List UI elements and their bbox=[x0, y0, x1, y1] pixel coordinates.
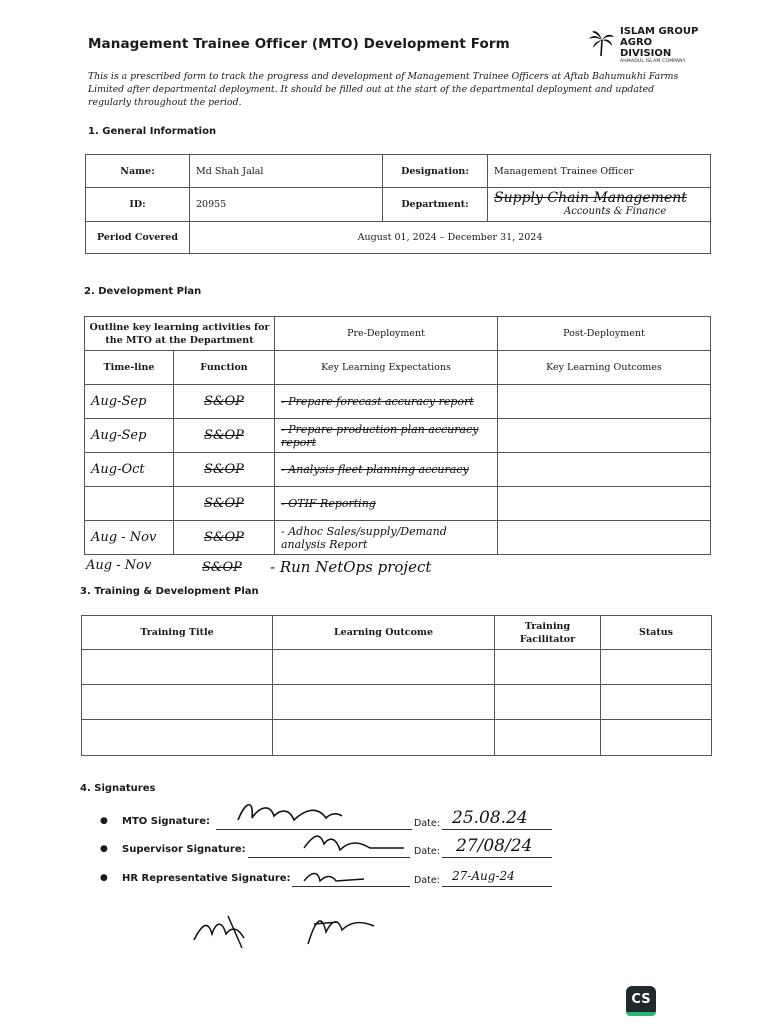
table-row bbox=[82, 720, 712, 756]
function-cell[interactable]: S&OP bbox=[174, 487, 275, 521]
logo-line-1: ISLAM GROUP bbox=[620, 26, 699, 37]
facilitator-cell[interactable] bbox=[495, 650, 601, 685]
training-title-cell[interactable] bbox=[82, 685, 273, 720]
training-plan-heading: 3. Training & Development Plan bbox=[80, 586, 259, 597]
mto-signature-label: MTO Signature: bbox=[122, 816, 211, 827]
logo-line-2: AGRO DIVISION bbox=[620, 37, 672, 59]
id-value[interactable]: 20955 bbox=[190, 188, 383, 222]
table-row bbox=[85, 419, 711, 453]
training-title-cell[interactable] bbox=[82, 720, 273, 756]
form-intro: This is a prescribed form to track the progress and development of Management Trainee Officers at Aftab Bahumukhi Farms Limited after departmental deployment. It should be filled out at the start of the departmental deployment and updated regularly throughout the period. bbox=[88, 71, 679, 108]
facilitator-cell[interactable] bbox=[495, 720, 601, 756]
hr-date-label: Date: bbox=[414, 875, 440, 886]
supervisor-signature-label: Supervisor Signature: bbox=[122, 844, 246, 855]
development-plan-table bbox=[84, 316, 711, 555]
function-cell[interactable]: S&OP bbox=[174, 385, 275, 419]
camscanner-badge: CS bbox=[626, 986, 656, 1016]
learning-outcome-header: Learning Outcome bbox=[273, 616, 495, 650]
expectation-cell[interactable]: - Prepare production plan accuracy report bbox=[275, 419, 498, 453]
hr-signature-label: HR Representative Signature: bbox=[122, 873, 291, 884]
table-row bbox=[85, 487, 711, 521]
name-value[interactable]: Md Shah Jalal bbox=[190, 155, 383, 188]
department-value-current: Accounts & Finance bbox=[564, 205, 667, 217]
department-label: Department: bbox=[383, 188, 488, 222]
table-row bbox=[82, 685, 712, 720]
training-title-cell[interactable] bbox=[82, 650, 273, 685]
mto-signature-scribble bbox=[230, 796, 350, 830]
outcome-cell[interactable] bbox=[498, 453, 711, 487]
table-row bbox=[85, 453, 711, 487]
table-row bbox=[85, 385, 711, 419]
learning-outcome-cell[interactable] bbox=[273, 650, 495, 685]
table-row bbox=[85, 521, 711, 555]
outline-header: Outline key learning activities for the MTO at the Department bbox=[85, 317, 275, 351]
expectations-header: Key Learning Expectations bbox=[275, 351, 498, 385]
outcome-cell[interactable] bbox=[498, 385, 711, 419]
status-cell[interactable] bbox=[601, 685, 712, 720]
supervisor-signature-scribble bbox=[300, 828, 410, 858]
expectation-cell[interactable]: - OTIF Reporting bbox=[275, 487, 498, 521]
status-header: Status bbox=[601, 616, 712, 650]
company-logo bbox=[586, 26, 706, 66]
timeline-cell[interactable] bbox=[85, 487, 174, 521]
facilitator-cell[interactable] bbox=[495, 685, 601, 720]
outcome-cell[interactable] bbox=[498, 419, 711, 453]
designation-value[interactable]: Management Trainee Officer bbox=[488, 155, 711, 188]
id-label: ID: bbox=[86, 188, 190, 222]
outcome-cell[interactable] bbox=[498, 487, 711, 521]
table-row bbox=[82, 650, 712, 685]
period-label: Period Covered bbox=[86, 222, 190, 254]
supervisor-date-label: Date: bbox=[414, 846, 440, 857]
period-value[interactable]: August 01, 2024 – December 31, 2024 bbox=[190, 222, 711, 254]
post-deployment-header: Post-Deployment bbox=[498, 317, 711, 351]
pre-deployment-header: Pre-Deployment bbox=[275, 317, 498, 351]
training-facilitator-header: Training Facilitator bbox=[495, 616, 601, 650]
expectation-cell[interactable]: - Analysis fleet planning accuracy bbox=[275, 453, 498, 487]
outcome-cell[interactable] bbox=[498, 521, 711, 555]
palm-tree-icon bbox=[586, 28, 616, 58]
outcomes-header: Key Learning Outcomes bbox=[498, 351, 711, 385]
status-cell[interactable] bbox=[601, 650, 712, 685]
function-cell[interactable]: S&OP bbox=[174, 521, 275, 555]
function-cell[interactable]: S&OP bbox=[174, 419, 275, 453]
signatures-heading: 4. Signatures bbox=[80, 783, 156, 794]
name-label: Name: bbox=[86, 155, 190, 188]
supervisor-date-value: 27/08/24 bbox=[456, 836, 533, 856]
bullet-icon: ● bbox=[100, 816, 108, 826]
designation-label: Designation: bbox=[383, 155, 488, 188]
function-header: Function bbox=[174, 351, 275, 385]
bullet-icon: ● bbox=[100, 873, 108, 883]
training-title-header: Training Title bbox=[82, 616, 273, 650]
logo-line-3: AHMADUL ISLAM COMPANY bbox=[620, 59, 686, 64]
learning-outcome-cell[interactable] bbox=[273, 720, 495, 756]
timeline-header: Time-line bbox=[85, 351, 174, 385]
general-info-heading: 1. General Information bbox=[88, 126, 217, 137]
timeline-cell[interactable]: Aug-Sep bbox=[85, 385, 174, 419]
training-plan-table bbox=[81, 615, 712, 756]
supervisor-date-line[interactable] bbox=[442, 857, 552, 858]
mto-date-value: 25.08.24 bbox=[452, 808, 528, 828]
department-value[interactable] bbox=[488, 188, 711, 222]
extra-expectation-note: - Run NetOps project bbox=[270, 558, 432, 576]
expectation-cell[interactable]: - Prepare forecast accuracy report bbox=[275, 385, 498, 419]
mto-date-line[interactable] bbox=[442, 829, 552, 830]
hr-signature-scribble bbox=[300, 867, 370, 889]
bullet-icon: ● bbox=[100, 844, 108, 854]
additional-signatures bbox=[188, 904, 388, 954]
function-cell[interactable]: S&OP bbox=[174, 453, 275, 487]
hr-date-value: 27-Aug-24 bbox=[452, 869, 515, 883]
department-value-struck: Supply Chain Management bbox=[494, 189, 687, 206]
development-plan-heading: 2. Development Plan bbox=[84, 286, 202, 297]
timeline-cell[interactable]: Aug-Sep bbox=[85, 419, 174, 453]
hr-date-line[interactable] bbox=[442, 886, 552, 887]
form-title: Management Trainee Officer (MTO) Development Form bbox=[88, 36, 510, 52]
expectation-cell[interactable]: - Adhoc Sales/supply/Demand analysis Report bbox=[275, 521, 498, 555]
status-cell[interactable] bbox=[601, 720, 712, 756]
mto-date-label: Date: bbox=[414, 818, 440, 829]
timeline-cell[interactable]: Aug-Oct bbox=[85, 453, 174, 487]
extra-function-note: S&OP bbox=[202, 560, 242, 575]
general-info-table bbox=[85, 154, 711, 254]
timeline-cell[interactable]: Aug - Nov bbox=[85, 521, 174, 555]
learning-outcome-cell[interactable] bbox=[273, 685, 495, 720]
extra-timeline-note: Aug - Nov bbox=[86, 558, 152, 573]
